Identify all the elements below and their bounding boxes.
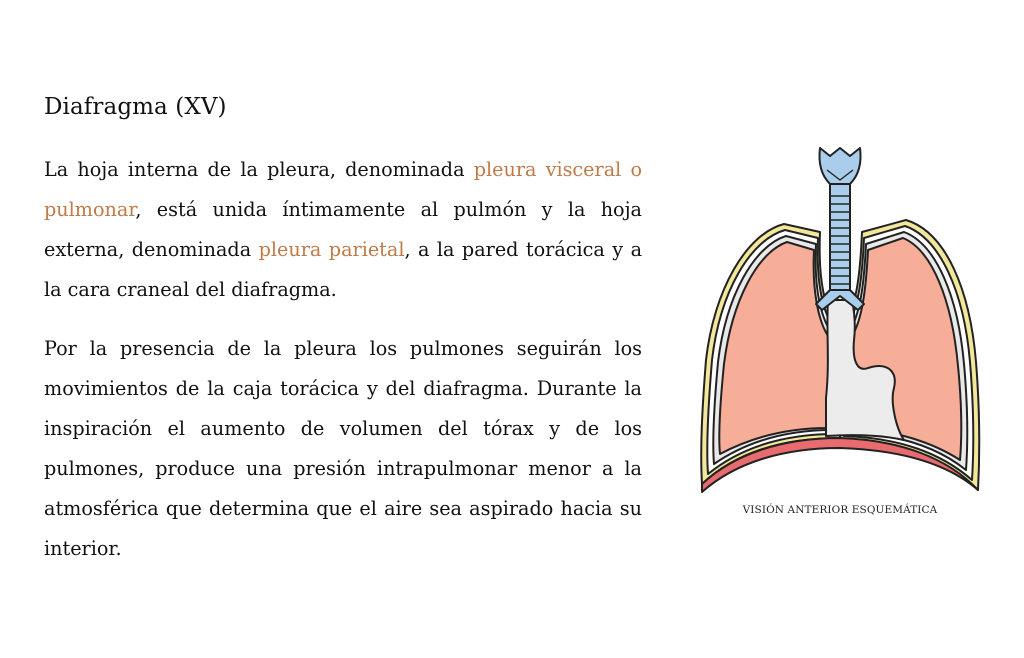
paragraph-pleura-text-2: , está unida íntimamente al pulmón y la hoja externa, denominada <box>44 198 642 261</box>
lungs-figure <box>690 140 990 530</box>
trachea <box>830 184 850 290</box>
body-text <box>44 150 642 569</box>
paragraph-respiration: Por la presencia de la pleura los pulmones seguirán los movimientos de la caja torácica y del diafragma. Durante la inspiración el aumento de volumen del tórax y de los pulmones, produce una presión intrapulmonar menor a la atmosférica que determina que el aire sea aspirado hacia su interior. <box>44 337 642 560</box>
paragraph-pleura <box>44 150 642 310</box>
figure-caption: VISIÓN ANTERIOR ESQUEMÁTICA <box>742 504 938 516</box>
slide-title: Diafragma (XV) <box>44 94 227 120</box>
lungs-diagram <box>690 140 990 500</box>
term-pleura-parietal: pleura parietal <box>258 238 405 261</box>
paragraph-pleura-text-1: La hoja interna de la pleura, denominada <box>44 158 474 181</box>
larynx <box>819 148 860 184</box>
term-pleura-visceral: pleura visceral o pulmonar <box>44 158 643 221</box>
paragraph-pleura-text-3: , a la pared torácica y a la cara craneal del diafragma. <box>44 238 643 301</box>
